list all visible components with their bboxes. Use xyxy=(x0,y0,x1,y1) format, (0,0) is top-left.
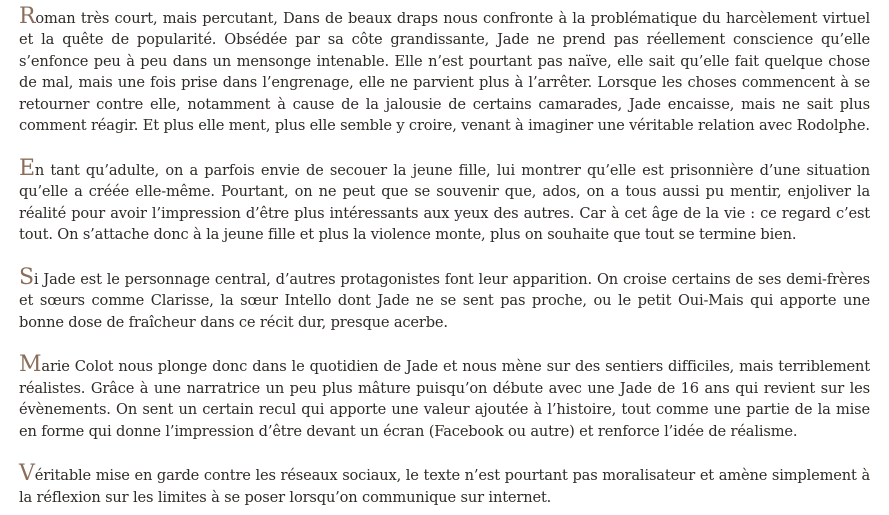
paragraph-text-3: i Jade est le personnage central, d’autres protagonistes font leur apparition. On croise certains de ses demi-frères et sœurs comme Clarisse, la sœur Intello dont Jade ne se sent pas proche, ou le petit Oui-Mais qui apporte une bonne dose de fraîcheur dans ce récit dur, presque acerbe. xyxy=(19,270,870,331)
paragraph-3 xyxy=(19,264,870,333)
paragraph-2 xyxy=(19,155,870,246)
initial-letter-3: S xyxy=(19,264,34,290)
paragraph-text-5: éritable mise en garde contre les réseaux sociaux, le texte n’est pourtant pas moralisateur et amène simplement à la réflexion sur les limites à se poser lorsqu’on communique sur internet. xyxy=(19,467,870,506)
initial-letter-5: V xyxy=(19,461,35,487)
paragraph-1 xyxy=(19,6,870,136)
paragraph-4 xyxy=(19,354,870,442)
paragraph-text-1: oman très court, mais percutant, Dans de beaux draps nous confronte à la problématique du harcèlement virtuel et la quête de popularité. Obsédée par sa côte grandissante, Jade ne prend pas réellement conscience qu’elle s’enfonce peu à peu dans un mensonge intenable. Elle n’est pourtant pas naïve, elle sait qu’elle fait quelque chose de mal, mais une fois prise dans l’engrenage, elle ne parvient plus à l’arrêter. Lorsque les choses commencent à se retourner contre elle, notamment à cause de la jalousie de certains camarades, Jade encaisse, mais ne sait plus comment réagir. Et plus elle ment, plus elle semble y croire, venant à imaginer une véritable relation avec Rodolphe. xyxy=(19,10,870,135)
initial-letter-2: E xyxy=(19,155,35,181)
initial-letter-4: M xyxy=(19,352,42,378)
paragraph-5 xyxy=(19,463,870,508)
initial-letter-1: R xyxy=(19,4,36,29)
paragraph-text-2: n tant qu’adulte, on a parfois envie de secouer la jeune fille, lui montrer qu’elle est prisonnière d’une situation qu’elle a créée elle-même. Pourtant, on ne peut que se souvenir que, ados, on a tous aussi pu mentir, enjoliver la réalité pour avoir l’impression d’être plus intéressants aux yeux des autres. Car à cet âge de la vie : ce regard c’est tout. On s’attache donc à la jeune fille et plus la violence monte, plus on souhaite que tout se termine bien. xyxy=(19,161,870,244)
paragraph-text-4: arie Colot nous plonge donc dans le quotidien de Jade et nous mène sur des sentiers difficiles, mais terriblement réalistes. Grâce à une narratrice un peu plus mâture puisqu’on débute avec une Jade de 16 ans qui revient sur les évènements. On sent un certain recul qui apporte une valeur ajoutée à l’histoire, tout comme une partie de la mise en forme qui donne l’impression d’être devant un écran (Facebook ou autre) et renforce l’idée de réalisme. xyxy=(19,358,870,440)
